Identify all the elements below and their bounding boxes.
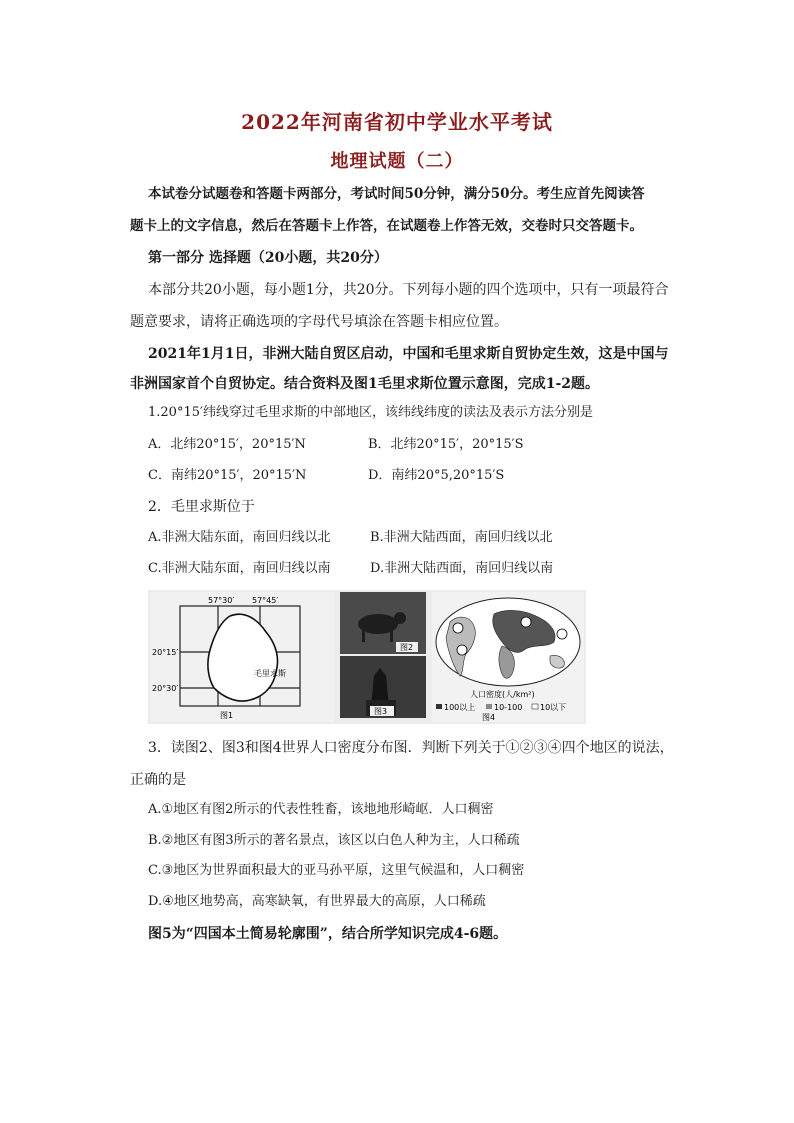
part1-desc-2: 题意要求，请将正确选项的字母代号填涂在答题卡相应位置。: [130, 314, 508, 330]
lat-label-1: 20°15′: [152, 648, 179, 657]
legend-high: 100以上: [444, 703, 476, 712]
q1-option-c: C．南纬20°15′，20°15′N: [148, 468, 307, 483]
q4-intro: 图5为“四国本土简易轮廓围”，结合所学知识完成4-6题。: [148, 926, 508, 942]
q3-option-a: A.①地区有图2所示的代表性牲畜，该地地形崎岖．人口稠密: [148, 802, 494, 817]
q1-stem: 1.20°15′纬线穿过毛里求斯的中部地区，该纬线纬度的读法及表示方法分别是: [148, 405, 593, 420]
lon-label-2: 57°45′: [252, 596, 279, 605]
fig2-caption: 图2: [400, 643, 414, 652]
intro-line-2: 题卡上的文字信息，然后在答题卡上作答，在试题卷上作答无效，交卷时只交答题卡。: [130, 218, 643, 234]
country-label: 毛里求斯: [254, 669, 286, 678]
q3-stem-2: 正确的是: [130, 772, 186, 788]
population-density-map: [432, 592, 584, 722]
fig4-caption: 图4: [482, 713, 496, 722]
q3-stem-1: 3．读图2、图3和图4世界人口密度分布图．判断下列关于①②③④四个地区的说法，: [148, 740, 674, 756]
legend-low: 10以下: [540, 703, 567, 712]
context-line-2: 非洲国家首个自贸协定。结合资料及图1毛里求斯位置示意图，完成1-2题。: [130, 376, 600, 392]
q1-option-a: A．北纬20°15′，20°15′N: [148, 437, 306, 452]
mauritius-map: [150, 592, 334, 722]
exam-title: 2022年河南省初中学业水平考试: [241, 110, 553, 134]
q3-option-c: C.③地区为世界面积最大的亚马孙平原，这里气候温和，人口稠密: [148, 863, 525, 878]
q3-option-b: B.②地区有图3所示的著名景点，该区以白色人种为主，人口稀疏: [148, 833, 520, 848]
q2-option-b: B.非洲大陆西面，南回归线以北: [370, 530, 553, 545]
exam-subtitle: 地理试题（二）: [330, 151, 464, 172]
fig1-caption: 图1: [220, 711, 234, 720]
q1-option-b: B．北纬20°15′，20°15′S: [368, 437, 524, 452]
q2-option-a: A.非洲大陆东面，南回归线以北: [148, 530, 331, 545]
q1-option-d: D．南纬20°5,20°15′S: [368, 468, 505, 483]
livestock-photo: [340, 592, 426, 654]
legend-mid: 10-100: [494, 703, 523, 712]
fig3-caption: 图3: [374, 707, 388, 716]
lat-label-2: 20°30′: [152, 684, 179, 693]
context-line-1: 2021年1月1日，非洲大陆自贸区启动，中国和毛里求斯自贸协定生效，这是中国与: [148, 346, 669, 362]
intro-line-1: 本试卷分试题卷和答题卡两部分，考试时间50分钟，满分50分。考生应首先阅读答: [148, 186, 645, 202]
q3-option-d: D.④地区地势高，高寒缺氧，有世界最大的高原，人口稀疏: [148, 894, 486, 909]
q2-stem: 2．毛里求斯位于: [148, 499, 255, 515]
legend-title: 人口密度(人/km²): [470, 690, 535, 699]
q2-option-c: C.非洲大陆东面，南回归线以南: [148, 561, 331, 576]
part1-desc-1: 本部分共20小题，每小题1分，共20分。下列每小题的四个选项中，只有一项最符合: [148, 282, 669, 298]
figure-panel: [148, 590, 586, 724]
lon-label-1: 57°30′: [208, 596, 235, 605]
landmark-photo: [340, 656, 426, 718]
q2-option-d: D.非洲大陆西面，南回归线以南: [370, 561, 554, 576]
part1-heading: 第一部分 选择题（20小题，共20分）: [148, 250, 388, 266]
